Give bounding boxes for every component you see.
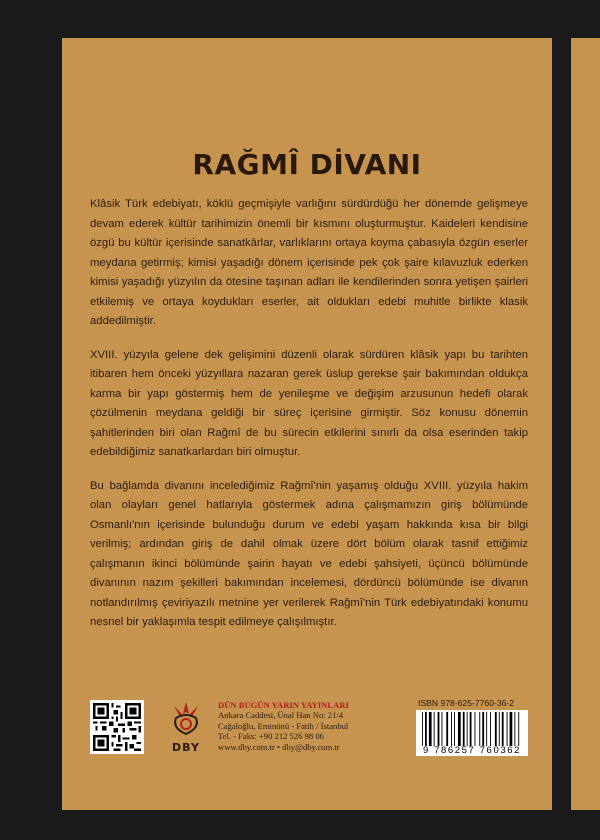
barcode-bar [514, 712, 515, 746]
barcode-bar [458, 712, 461, 746]
colophon [90, 700, 530, 762]
barcode-bar [442, 712, 443, 746]
barcode-bar [429, 712, 432, 746]
barcode-bar [438, 712, 440, 746]
barcode-bar [510, 712, 513, 746]
blurb-paragraph-2: XVIII. yüzyıla gelene dek gelişimini düzenli olarak sürdüren klâsik yapı bu tarihten itibaren hem önceki yüzyıllara nazaran gerek üslup gerekse şair bakımından oldukça karma bir yapı göstermiş hem de yenileşme ve değişim arzusunun hedefi olarak çözülmenin meydana geldiği bir süreç içerisine girmiştir. Söz konusu dönemin şahitlerinden biri olan Rağmî de bu sürecin etkilerini sınırlı da olsa eserinden takip edebildiğimiz sanatkarlardan biri olmuştur. [90, 348, 528, 458]
barcode-digits: 9 786257 760362 [423, 745, 521, 756]
barcode-bar [518, 712, 519, 746]
barcode-bar [467, 712, 468, 746]
barcode-bar [422, 712, 423, 746]
isbn-label: ISBN 978-625-7760-36-2 [418, 698, 515, 708]
barcode [416, 710, 528, 756]
publisher-phone: Tel. - Faks: +90 212 526 98 06 [218, 731, 324, 742]
blurb-paragraph-1: Klâsik Türk edebiyatı, köklü geçmişiyle varlığını sürdürdüğü her dönemde gelişmeye devam ederek kültür tarihimizin önemli bir kısmını oluşturmuştur. Kaideleri kendisine özgü bu kültür içerisinde sanatkârlar, varlıklarını ortaya koyma çabasıyla özgün eserler meydana getirmiş; kimisi yaşadığı dönem içerisinde pek çok şaire kılavuzluk ederken kimisi yaşadığı yüzyılın da ötesine taşınan adları ile kendilerinden sonra yetişen şairleri etkilemiş ve ortaya koydukları eserler, ait oldukları edebi muhitle birlikte klasik addedilmiştir. [90, 198, 528, 327]
barcode-bar [425, 712, 427, 746]
barcode-bar [434, 712, 435, 746]
publisher-name: DÜN BUGÜN YARIN YAYINLARI [218, 700, 349, 710]
barcode-bar [486, 712, 487, 746]
publisher-logo [166, 700, 206, 758]
publisher-web: www.dby.com.tr • dby@dby.com.tr [218, 741, 340, 752]
barcode-bar [490, 712, 491, 746]
barcode-bar [454, 712, 455, 746]
logo-text: DBY [172, 741, 200, 754]
publisher-info [218, 700, 398, 752]
barcode-bar [479, 712, 480, 746]
barcode-bar [507, 712, 508, 746]
barcode-bar [499, 712, 500, 746]
publisher-address-line-2: Cağaloğlu, Eminönü - Fatih / İstanbul [218, 720, 349, 731]
barcode-bar [470, 712, 472, 746]
barcode-bar [502, 712, 504, 746]
barcode-bar [451, 712, 452, 746]
barcode-bar [446, 712, 448, 746]
barcode-bar [475, 712, 476, 746]
barcode-bar [495, 712, 497, 746]
blurb-paragraph-3: Bu bağlamda divanını incelediğimiz Rağmî'nin yaşamış olduğu XVIII. yüzyıla hakim olan olayları genel hatlarıyla göstermek adına çalışmamızın giriş bölümünde Osmanlı'nın içerisinde bulunduğu durum ve edebi yaşam hakkında kısa bir bilgi verilmiş; ardından giriş de dahil olmak üzere dört bölüm olarak tasnif ettiğimiz çalışmanın ikinci bölümünde şairin hayatı ve edebi şahsiyeti, üçüncü bölümünde divanının nazım şekilleri bakımından incelemesi, dördüncü bölümünde ise divanın notlandırılmış çeviriyazılı metnine yer verilerek Rağmî'nin Türk edebiyatındaki konumu nesnel bir yaklaşımla tespit edilmeye çalışılmıştır. [90, 479, 528, 628]
back-cover [62, 38, 552, 810]
barcode-bar [463, 712, 465, 746]
blurb [90, 195, 528, 647]
qr-code [90, 700, 144, 754]
barcode-bar [482, 712, 484, 746]
book-title: RAĞMÎ DİVANI [192, 148, 422, 181]
isbn-block [412, 698, 530, 760]
next-cover-edge [571, 38, 600, 810]
publisher-address-line-1: Ankara Caddesi, Ünal Han No: 21/4 [218, 710, 344, 721]
